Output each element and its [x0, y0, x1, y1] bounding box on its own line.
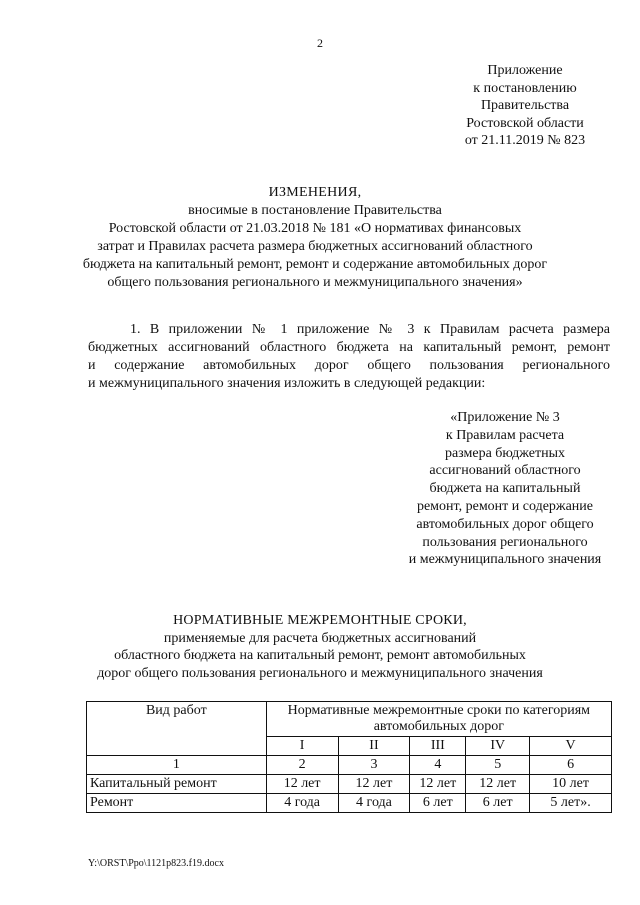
norms-line: дорог общего пользования регионального и межмуниципального значения [97, 665, 543, 681]
term-cell: 12 лет [410, 775, 466, 794]
work-type-cell: Капитальный ремонт [87, 775, 267, 794]
rules-appendix-line: ассигнований областного [429, 463, 581, 479]
norms-heading [60, 612, 580, 682]
rules-appendix-line: пользования регионального [422, 534, 588, 550]
changes-line: Ростовской области от 21.03.2018 № 181 «О нормативах финансовых [108, 221, 522, 236]
term-cell: 12 лет [338, 775, 410, 794]
rules-appendix-line: «Приложение № 3 [450, 410, 560, 425]
term-cell: 4 года [266, 794, 338, 813]
footer-file-path: Y:\ORST\Ppo\1121p823.f19.docx [88, 858, 224, 869]
appendix-header-line: Ростовской области [466, 115, 584, 131]
paragraph-line: и межмуниципального значения изложить в следующей редакции: [88, 376, 486, 391]
term-cell: 6 лет [410, 794, 466, 813]
changes-line: вносимые в постановление Правительства [188, 203, 442, 218]
numbering-cell: 2 [266, 756, 338, 775]
norms-table [86, 701, 612, 813]
appendix-header-line: от 21.11.2019 № 823 [464, 133, 586, 148]
term-cell: 6 лет [466, 794, 530, 813]
rules-appendix-line: бюджета на капитальный [429, 481, 581, 497]
category-cell: IV [466, 737, 530, 756]
numbering-row [87, 756, 612, 775]
category-cell: V [530, 737, 612, 756]
work-type-cell: Ремонт [87, 794, 267, 813]
table-header-row [87, 702, 612, 737]
appendix-header [440, 62, 610, 150]
numbering-cell: 1 [87, 756, 267, 775]
category-cell: I [266, 737, 338, 756]
changes-line: бюджета на капитальный ремонт, ремонт и содержание автомобильных дорог [82, 257, 548, 272]
category-cell: II [338, 737, 410, 756]
table-row [87, 794, 612, 813]
norms-line: применяемые для расчета бюджетных ассигнований [163, 630, 477, 646]
body-paragraph [88, 321, 610, 393]
changes-line: общего пользования регионального и межмуниципального значения» [107, 275, 523, 290]
numbering-cell: 6 [530, 756, 612, 775]
term-cell: 4 года [338, 794, 410, 813]
paragraph-line: бюджетных ассигнований областного бюджета на капитальный ремонт, ремонт [88, 340, 610, 355]
changes-heading [80, 184, 550, 292]
rules-appendix-line: к Правилам расчета [445, 427, 565, 443]
term-cell: 12 лет [266, 775, 338, 794]
changes-line: затрат и Правилах расчета размера бюджетных ассигнований областного [97, 239, 533, 254]
norms-line: областного бюджета на капитальный ремонт, ремонт автомобильных [114, 648, 526, 663]
term-cell: 5 лет». [530, 794, 612, 813]
appendix-header-line: к постановлению [473, 80, 577, 96]
terms-header: Нормативные межремонтные сроки по категориям автомобильных дорог [266, 702, 611, 737]
numbering-cell: 4 [410, 756, 466, 775]
category-cell: III [410, 737, 466, 756]
paragraph-line: 1. В приложении № 1 приложение № 3 к Правилам расчета размера [130, 322, 610, 337]
page-number: 2 [317, 36, 323, 50]
norms-title: НОРМАТИВНЫЕ МЕЖРЕМОНТНЫЕ СРОКИ, [173, 613, 467, 628]
term-cell: 10 лет [530, 775, 612, 794]
rules-appendix-line: ремонт, ремонт и содержание [416, 498, 594, 514]
rules-appendix-line: размера бюджетных [444, 445, 566, 461]
term-cell: 12 лет [466, 775, 530, 794]
numbering-cell: 5 [466, 756, 530, 775]
appendix-header-line: Приложение [487, 63, 563, 78]
numbering-cell: 3 [338, 756, 410, 775]
rules-appendix-header [390, 409, 620, 569]
rules-appendix-line: автомобильных дорог общего [416, 516, 594, 532]
work-type-header: Вид работ [87, 702, 267, 756]
table-row [87, 775, 612, 794]
appendix-header-line: Правительства [480, 98, 570, 113]
paragraph-line: и содержание автомобильных дорог общего пользования регионального [88, 358, 610, 373]
rules-appendix-line: и межмуниципального значения [408, 552, 602, 568]
changes-title: ИЗМЕНЕНИЯ, [268, 185, 362, 200]
